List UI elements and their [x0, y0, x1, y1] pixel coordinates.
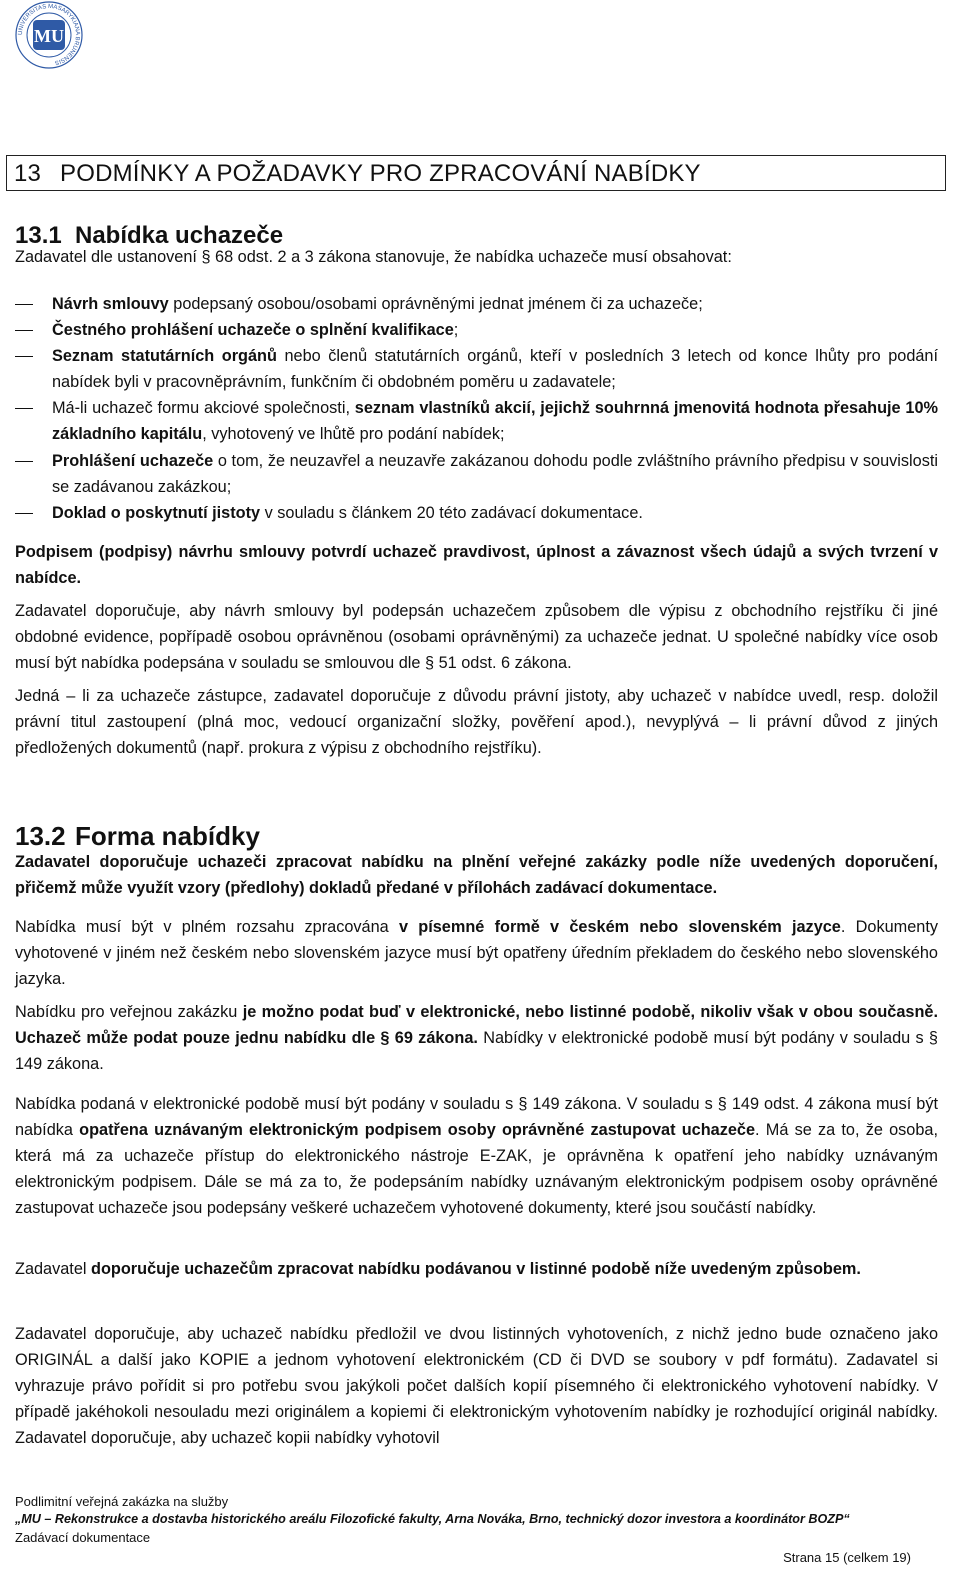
dash-bullet-icon	[15, 356, 33, 357]
bold-text: je možno podat buď v elektronické, nebo listinné podobě, nikoliv však v obou současně. Uchazeč může podat pouze jednu nabídku dle § 69 zákona.	[15, 1003, 938, 1047]
dash-bullet-icon	[15, 304, 33, 305]
footer-line-1: Podlimitní veřejná zakázka na služby	[15, 1494, 229, 1509]
text-run: ;	[453, 321, 459, 339]
bold-text: Návrh smlouvy	[52, 295, 169, 313]
subsection-number: 13.2	[15, 821, 66, 851]
text-run: v souladu s článkem 20 této zadávací dokumentace.	[260, 504, 643, 522]
bold-text: Doklad o poskytnutí jistoty	[52, 504, 261, 522]
paragraph	[15, 999, 938, 1077]
list-item	[15, 448, 938, 500]
text-run: Nabídka podaná v elektronické podobě musí být podány v souladu s § 149 zákona. V souladu s § 149 odst. 4 zákona musí být nabídka	[15, 1095, 938, 1139]
dash-bullet-icon	[15, 513, 33, 514]
text-run: . Má se za to, že osoba, která má za uchazeče přístup do elektronického nástroje E-ZAK, je oprávněna k opatření jeho nabídky uznávaným elektronickým podpisem. Dále se má za to, že podepsáním nabídky uznávaným elektronickým podpisem osoby oprávněné zastupovat uchazeče jsou podepsány veškeré uchazečem vyhotovené dokumenty, které jsou součástí nabídky.	[15, 1121, 938, 1217]
bold-text: Podpisem (podpisy) návrhu smlouvy potvrdí uchazeč pravdivost, úplnost a závaznost všech údajů a svých tvrzení v nabídce.	[15, 543, 938, 587]
subsection-number: 13.1	[15, 222, 62, 249]
section-number: 13	[14, 160, 42, 187]
section-13-heading	[14, 160, 701, 188]
text-run: Jedná – li za uchazeče zástupce, zadavatel doporučuje z důvodu právní jistoty, aby uchazeč v nabídce uvedl, resp. doložil právní titul zastoupení (plná moc, vedoucí organizační složky, pověření apod.), nevyplývá – li právní důvod z jiných předložených dokumentů (např. prokura z výpisu z obchodního rejstříku).	[15, 687, 938, 757]
bold-text: opatřena uznávaným elektronickým podpisem osoby oprávněné zastupovat uchazeče	[79, 1121, 756, 1139]
seal-monogram: MU	[34, 26, 64, 46]
paragraph	[15, 849, 938, 901]
subsection-title: Nabídka uchazeče	[75, 222, 284, 249]
list-item	[15, 395, 938, 447]
text-run: , vyhotovený ve lhůtě pro podání nabídek;	[202, 425, 505, 443]
dash-bullet-icon	[15, 408, 33, 409]
text-run: Má-li uchazeč formu akciové společnosti,	[52, 399, 355, 417]
text-run: Nabídku pro veřejnou zakázku	[15, 1003, 243, 1021]
bold-text: v písemné formě v českém nebo slovenském jazyce	[398, 918, 841, 936]
university-seal-logo	[14, 0, 84, 70]
list-item	[15, 317, 938, 343]
subsection-title: Forma nabídky	[75, 821, 260, 851]
text-run: Nabídky v elektronické podobě musí být podány v souladu s § 149 zákona.	[15, 1029, 938, 1073]
paragraph	[15, 683, 938, 761]
text-run: o tom, že neuzavřel a neuzavře zakázanou dohodu podle zvláštního právního předpisu v souvislosti se zadávanou zakázkou;	[52, 452, 938, 496]
paragraph	[15, 914, 938, 992]
bold-text: Prohlášení uchazeče	[52, 452, 214, 470]
paragraph	[15, 539, 938, 591]
page-number: Strana 15 (celkem 19)	[783, 1550, 911, 1565]
bold-text: Zadavatel doporučuje uchazeči zpracovat nabídku na plnění veřejné zakázky podle níže uvedených doporučení, přičemž může využít vzory (předlohy) dokladů předané v přílohách zadávací dokumentace.	[15, 853, 938, 897]
svg-text:UNIVERSITAS MASARYKIANA BRUNEN: UNIVERSITAS MASARYKIANA BRUNENSIS	[17, 3, 81, 66]
text-run: Zadavatel	[15, 1260, 92, 1278]
text-run: . Dokumenty vyhotovené v jiném než českém nebo slovenském jazyce musí být opatřeny úředním překladem do českého nebo slovenského jazyka.	[15, 918, 938, 988]
list-item	[15, 500, 938, 526]
paragraph	[15, 1256, 938, 1282]
bold-text: seznam vlastníků akcií, jejichž souhrnná jmenovitá hodnota přesahuje 10% základního kapitálu	[52, 399, 938, 443]
text-run: nebo členů statutárních orgánů, kteří v posledních 3 letech od konce lhůty pro podání nabídek byli v pracovněprávním, funkčním či obdobném poměru u zadavatele;	[52, 347, 939, 391]
dash-bullet-icon	[15, 330, 33, 331]
subsection-13-2-heading	[15, 821, 260, 852]
section-title: PODMÍNKY A POŽADAVKY PRO ZPRACOVÁNÍ NABÍDKY	[60, 160, 701, 187]
list-item	[15, 291, 938, 317]
text-run: podepsaný osobou/osobami oprávněnými jednat jménem či za uchazeče;	[168, 295, 703, 313]
intro-paragraph: Zadavatel dle ustanovení § 68 odst. 2 a 3 zákona stanovuje, že nabídka uchazeče musí obsahovat:	[15, 248, 732, 266]
paragraph	[15, 1091, 938, 1221]
text-run: Nabídka musí být v plném rozsahu zpracována	[15, 918, 399, 936]
bold-text: Seznam statutárních orgánů	[52, 347, 277, 365]
bold-text: Čestného prohlášení uchazeče o splnění kvalifikace	[52, 321, 454, 339]
text-run: Zadavatel doporučuje, aby návrh smlouvy byl podepsán uchazečem způsobem dle výpisu z obchodního rejstříku či jiné obdobné evidence, popřípadě osobou oprávněnou (osobami oprávněnými) za uchazeče jednat. U společné nabídky více osob musí být nabídka podepsána v souladu se smlouvou dle § 51 odst. 6 zákona.	[15, 602, 938, 672]
paragraph	[15, 598, 938, 676]
paragraph	[15, 1321, 938, 1451]
list-item	[15, 343, 938, 395]
footer-line-2: „MU – Rekonstrukce a dostavba historického areálu Filozofické fakulty, Arna Nováka, Brno, technický dozor investora a koordinátor BOZP“	[15, 1512, 850, 1526]
bold-text: doporučuje uchazečům zpracovat nabídku podávanou v listinné podobě níže uvedeným způsobem.	[91, 1260, 861, 1278]
footer-line-3: Zadávací dokumentace	[15, 1530, 151, 1545]
dash-bullet-icon	[15, 461, 33, 462]
text-run: Zadavatel doporučuje, aby uchazeč nabídku předložil ve dvou listinných vyhotoveních, z nichž jedno bude označeno jako ORIGINÁL a další jako KOPIE a jednom vyhotovení elektronickém (CD či DVD se soubory v pdf formátu). Zadavatel si vyhrazuje právo pořídit si pro potřebu svou jakýkoli počet dalších kopií písemného či elektronického vyhotovení nabídky. V případě jakéhokoli nesouladu mezi originálem a kopiemi či elektronickým vyhotovením nabídky je rozhodující originál nabídky. Zadavatel doporučuje, aby uchazeč kopii nabídky vyhotovil	[15, 1325, 938, 1447]
